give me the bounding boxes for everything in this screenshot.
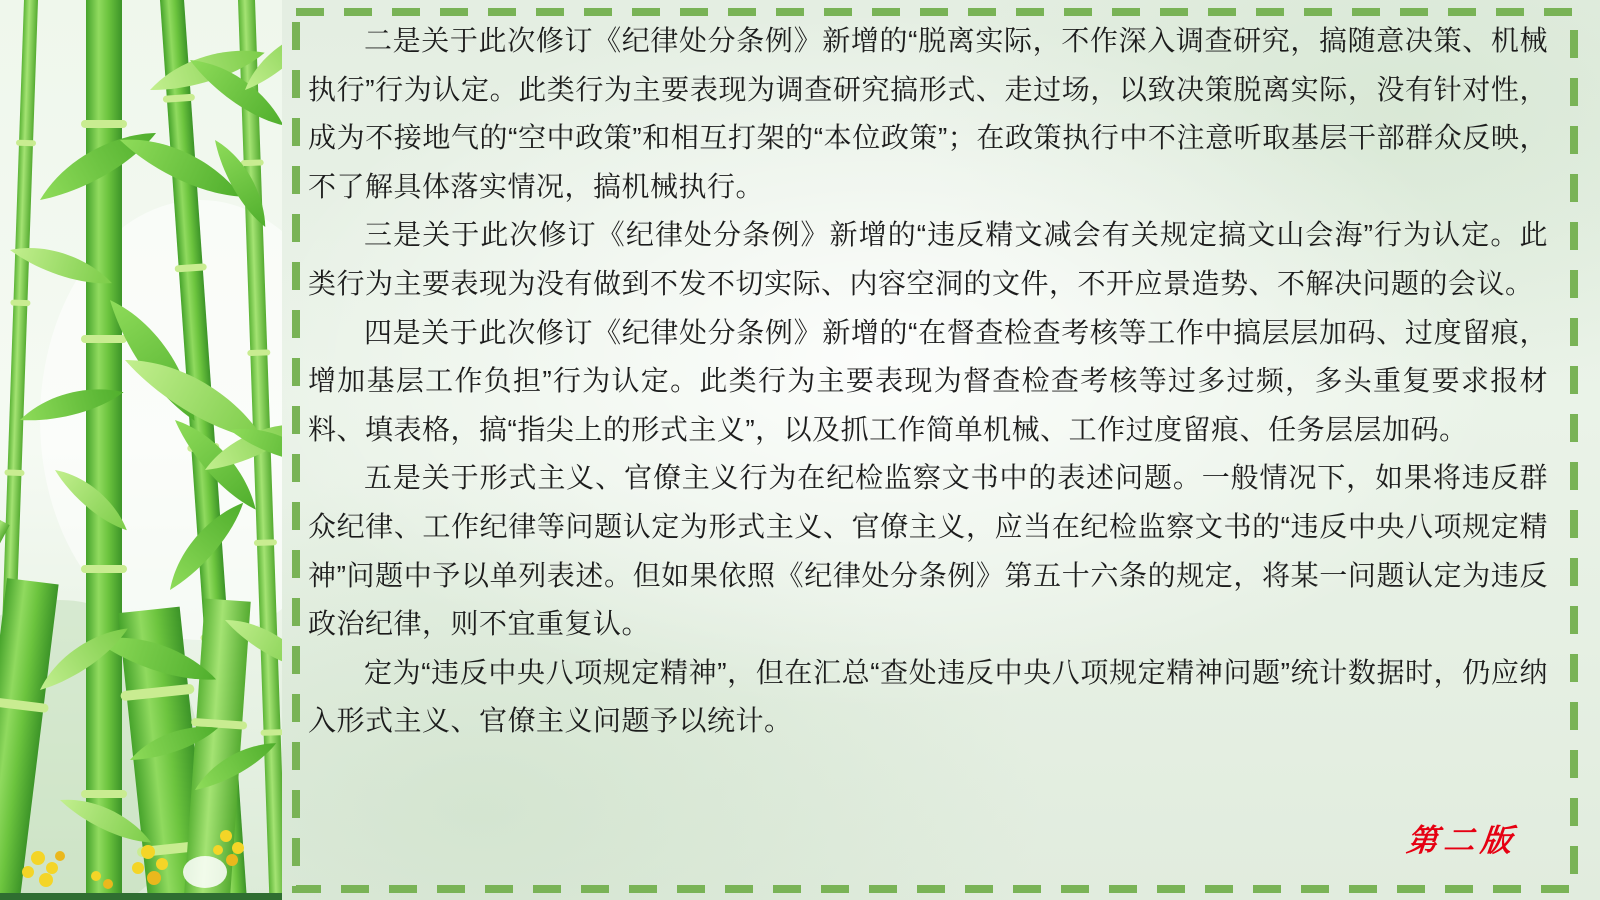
body-text xyxy=(308,17,1548,746)
page-edition-label: 第二版 xyxy=(1404,823,1520,858)
paragraph: 五是关于形式主义、官僚主义行为在纪检监察文书中的表述问题。一般情况下，如果将违反群众纪律、工作纪律等问题认定为形式主义、官僚主义，应当在纪检监察文书的“违反中央八项规定精神”问题中予以单列表述。但如果依照《纪律处分条例》第五十六条的规定，将某一问题认定为违反政治纪律，则不宜重复认。 xyxy=(308,462,1548,640)
paragraph: 三是关于此次修订《纪律处分条例》新增的“违反精文减会有关规定搞文山会海”行为认定。此类行为主要表现为没有做到不发不切实际、内容空洞的文件，不开应景造势、不解决问题的会议。 xyxy=(308,219,1548,299)
bamboo-illustration xyxy=(0,0,282,900)
paragraph: 定为“违反中央八项规定精神”，但在汇总“查处违反中央八项规定精神问题”统计数据时，仍应纳入形式主义、官僚主义问题予以统计。 xyxy=(308,656,1548,737)
paragraph: 二是关于此次修订《纪律处分条例》新增的“脱离实际，不作深入调查研究，搞随意决策、机械执行”行为认定。此类行为主要表现为调查研究搞形式、走过场，以致决策脱离实际，没有针对性，成为不接地气的“空中政策”和相互打架的“本位政策”；在政策执行中不注意听取基层干部群众反映，不了解具体落实情况，搞机械执行。 xyxy=(308,25,1548,202)
bamboo-panel xyxy=(0,0,282,900)
paragraph: 四是关于此次修订《纪律处分条例》新增的“在督查检查考核等工作中搞层层加码、过度留痕，增加基层工作负担”行为认定。此类行为主要表现为督查检查考核等过多过频，多头重复要求报材料、填表格，搞“指尖上的形式主义”，以及抓工作简单机械、工作过度留痕、任务层层加码。 xyxy=(308,316,1548,445)
